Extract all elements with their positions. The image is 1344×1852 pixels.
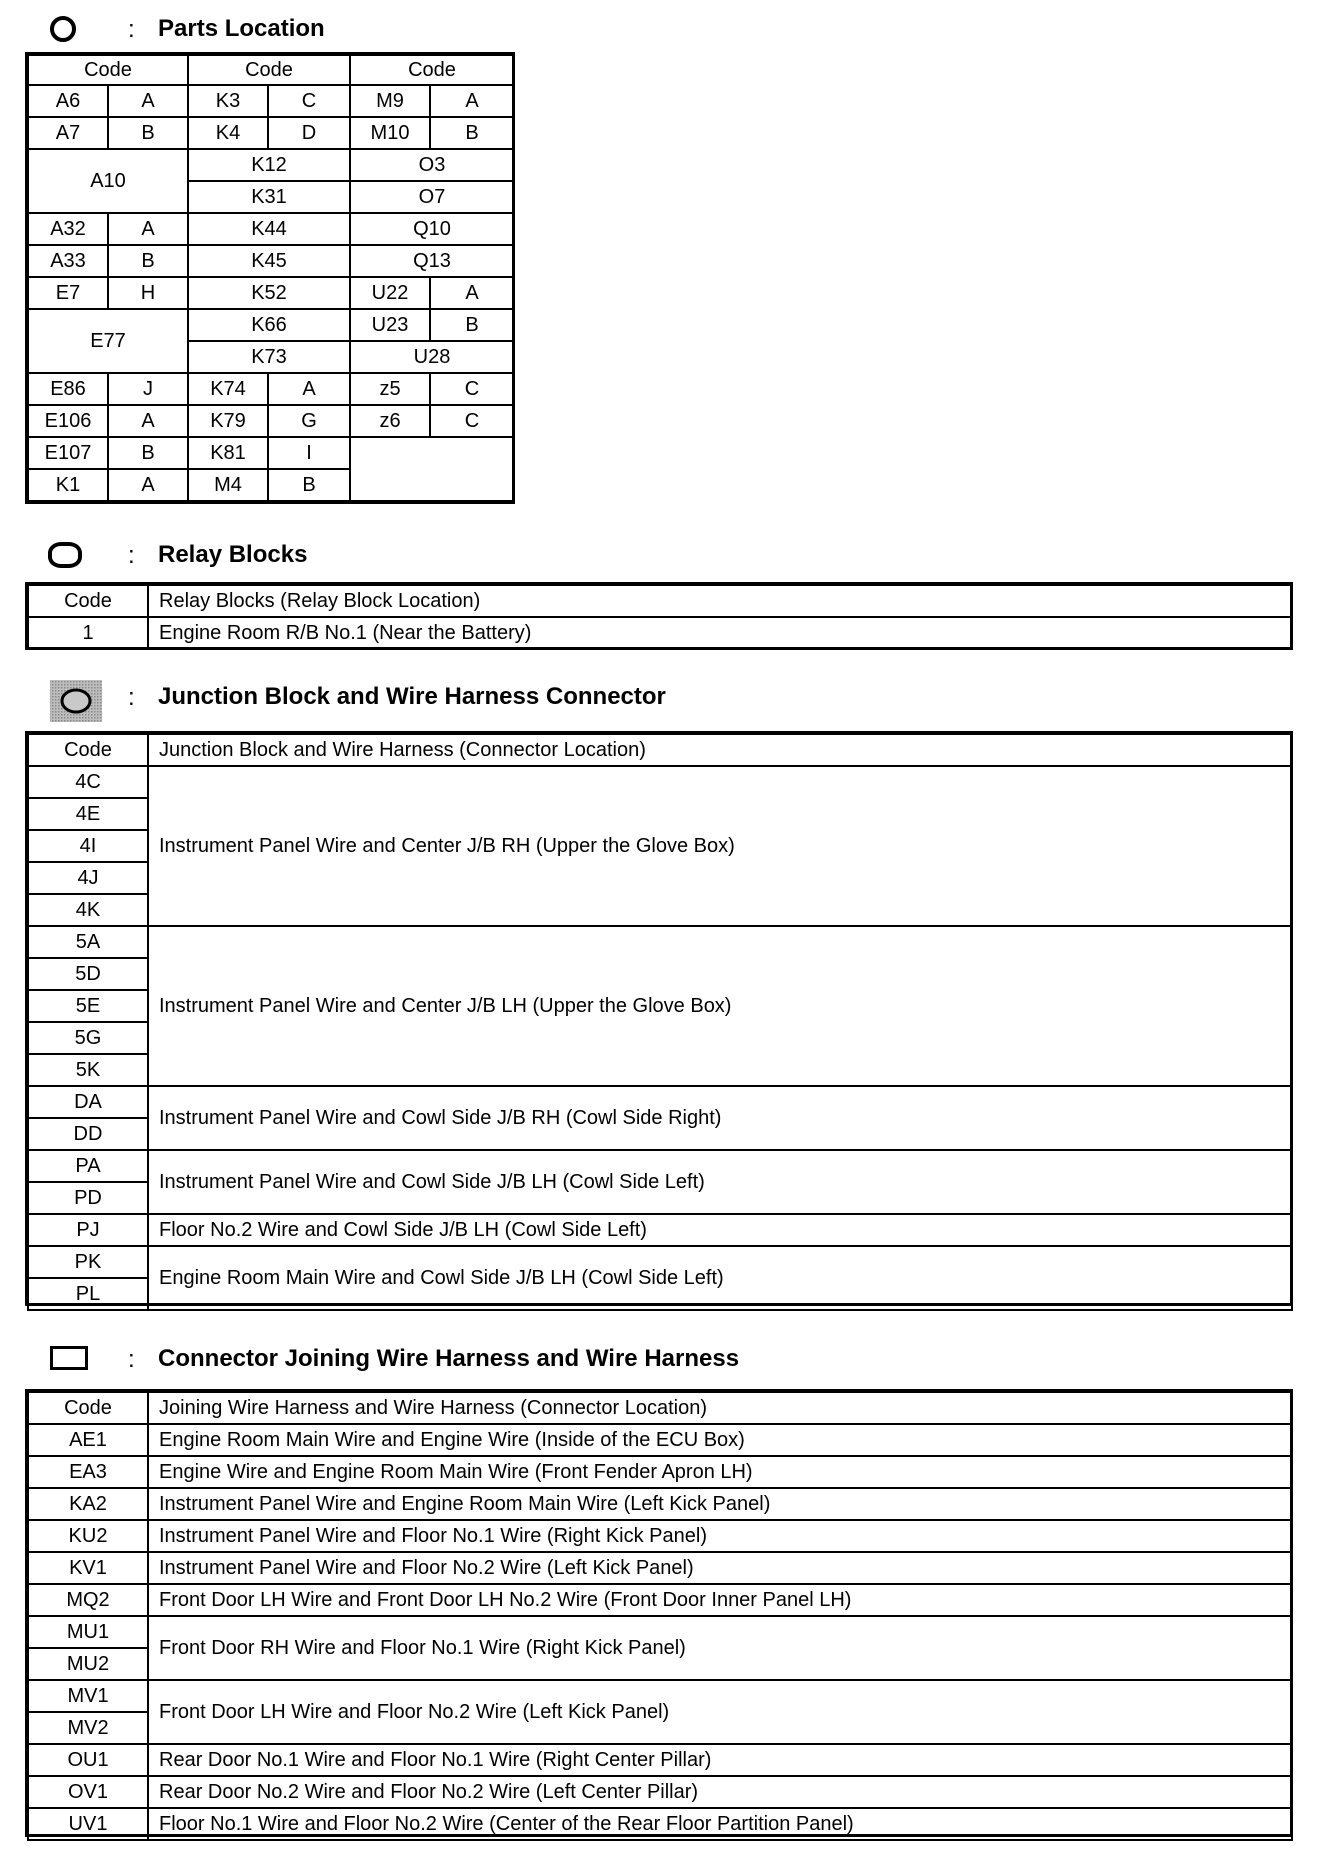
circle-icon <box>50 16 76 42</box>
code-cell: Q13 <box>350 245 514 277</box>
code-cell: OV1 <box>28 1776 148 1808</box>
section-title: Junction Block and Wire Harness Connector <box>158 683 666 710</box>
code-cell: KA2 <box>28 1488 148 1520</box>
description-cell: Instrument Panel Wire and Cowl Side J/B RH (Cowl Side Right) <box>148 1086 1292 1150</box>
colon: : <box>128 684 135 711</box>
description-cell: Instrument Panel Wire and Center J/B LH (Upper the Glove Box) <box>148 926 1292 1086</box>
description-cell: Instrument Panel Wire and Center J/B RH (Upper the Glove Box) <box>148 766 1292 926</box>
description-cell: Instrument Panel Wire and Floor No.1 Wire (Right Kick Panel) <box>148 1520 1292 1552</box>
location-cell: G <box>268 405 350 437</box>
location-cell: A <box>108 469 188 501</box>
column-header: Code <box>28 1392 148 1424</box>
code-cell: EA3 <box>28 1456 148 1488</box>
code-cell: M10 <box>350 117 430 149</box>
column-header: Code <box>188 55 350 85</box>
location-cell: A <box>108 213 188 245</box>
colon: : <box>128 542 135 569</box>
description-cell: Engine Room Main Wire and Engine Wire (Inside of the ECU Box) <box>148 1424 1292 1456</box>
code-cell: DD <box>28 1118 148 1150</box>
code-cell: E86 <box>28 373 108 405</box>
code-cell: PD <box>28 1182 148 1214</box>
location-cell: B <box>108 245 188 277</box>
location-cell: B <box>430 117 514 149</box>
code-cell: A33 <box>28 245 108 277</box>
code-cell: A7 <box>28 117 108 149</box>
code-cell: A32 <box>28 213 108 245</box>
connector-joining-table <box>27 1391 1293 1841</box>
description-cell: Front Door LH Wire and Floor No.2 Wire (Left Kick Panel) <box>148 1680 1292 1744</box>
code-cell: KV1 <box>28 1552 148 1584</box>
code-cell: 4K <box>28 894 148 926</box>
code-cell: MV2 <box>28 1712 148 1744</box>
location-cell: B <box>108 437 188 469</box>
code-cell: OU1 <box>28 1744 148 1776</box>
oval-icon <box>48 542 82 568</box>
description-cell: Rear Door No.2 Wire and Floor No.2 Wire (Left Center Pillar) <box>148 1776 1292 1808</box>
column-header: Relay Blocks (Relay Block Location) <box>148 585 1292 617</box>
location-cell: A <box>108 405 188 437</box>
code-cell: PK <box>28 1246 148 1278</box>
section-title: Parts Location <box>158 15 325 42</box>
location-cell: C <box>430 405 514 437</box>
code-cell: O3 <box>350 149 514 181</box>
code-cell: z6 <box>350 405 430 437</box>
colon: : <box>128 1346 135 1373</box>
code-cell: U28 <box>350 341 514 373</box>
description-cell: Floor No.2 Wire and Cowl Side J/B LH (Cowl Side Left) <box>148 1214 1292 1246</box>
code-cell: 5K <box>28 1054 148 1086</box>
code-cell: 5G <box>28 1022 148 1054</box>
description-cell: Instrument Panel Wire and Cowl Side J/B LH (Cowl Side Left) <box>148 1150 1292 1214</box>
code-cell: K44 <box>188 213 350 245</box>
location-cell: D <box>268 117 350 149</box>
relay-blocks-table <box>27 584 1293 650</box>
location-cell: A <box>108 85 188 117</box>
code-cell: UV1 <box>28 1808 148 1840</box>
column-header: Junction Block and Wire Harness (Connector Location) <box>148 734 1292 766</box>
section-title: Connector Joining Wire Harness and Wire Harness <box>158 1345 740 1372</box>
description-cell: Instrument Panel Wire and Engine Room Main Wire (Left Kick Panel) <box>148 1488 1292 1520</box>
code-cell: z5 <box>350 373 430 405</box>
code-cell: Q10 <box>350 213 514 245</box>
code-cell: E7 <box>28 277 108 309</box>
location-cell: B <box>108 117 188 149</box>
location-cell: C <box>430 373 514 405</box>
junction-block-table <box>27 733 1293 1311</box>
code-cell: K3 <box>188 85 268 117</box>
code-cell: MV1 <box>28 1680 148 1712</box>
column-header: Joining Wire Harness and Wire Harness (Connector Location) <box>148 1392 1292 1424</box>
code-cell: MU1 <box>28 1616 148 1648</box>
code-cell: K73 <box>188 341 350 373</box>
code-cell: K12 <box>188 149 350 181</box>
location-cell: A <box>430 277 514 309</box>
column-header: Code <box>28 734 148 766</box>
code-cell: A10 <box>28 149 188 213</box>
code-cell: 5E <box>28 990 148 1022</box>
description-cell: Engine Wire and Engine Room Main Wire (Front Fender Apron LH) <box>148 1456 1292 1488</box>
code-cell: 4J <box>28 862 148 894</box>
code-cell: 4C <box>28 766 148 798</box>
location-cell: A <box>268 373 350 405</box>
location-cell: A <box>430 85 514 117</box>
location-cell: J <box>108 373 188 405</box>
description-cell: Engine Room Main Wire and Cowl Side J/B LH (Cowl Side Left) <box>148 1246 1292 1310</box>
location-cell: H <box>108 277 188 309</box>
code-cell: PL <box>28 1278 148 1310</box>
code-cell: 4E <box>28 798 148 830</box>
description-cell: Front Door LH Wire and Front Door LH No.2 Wire (Front Door Inner Panel LH) <box>148 1584 1292 1616</box>
code-cell: PA <box>28 1150 148 1182</box>
code-cell: KU2 <box>28 1520 148 1552</box>
code-cell: E107 <box>28 437 108 469</box>
column-header: Code <box>350 55 514 85</box>
shaded-oval-icon <box>46 678 106 724</box>
code-cell: 5A <box>28 926 148 958</box>
code-cell: K31 <box>188 181 350 213</box>
code-cell: AE1 <box>28 1424 148 1456</box>
column-header: Code <box>28 55 188 85</box>
code-cell: K79 <box>188 405 268 437</box>
location-cell: C <box>268 85 350 117</box>
location-cell: B <box>430 309 514 341</box>
code-cell: PJ <box>28 1214 148 1246</box>
code-cell: DA <box>28 1086 148 1118</box>
column-header: Code <box>28 585 148 617</box>
square-icon <box>50 1346 88 1370</box>
code-cell: K74 <box>188 373 268 405</box>
description-cell: Engine Room R/B No.1 (Near the Battery) <box>148 617 1292 649</box>
code-cell: MQ2 <box>28 1584 148 1616</box>
location-cell: B <box>268 469 350 501</box>
code-cell: 4I <box>28 830 148 862</box>
description-cell: Instrument Panel Wire and Floor No.2 Wire (Left Kick Panel) <box>148 1552 1292 1584</box>
code-cell: K66 <box>188 309 350 341</box>
code-cell: M9 <box>350 85 430 117</box>
code-cell: U23 <box>350 309 430 341</box>
code-cell: K1 <box>28 469 108 501</box>
code-cell: 1 <box>28 617 148 649</box>
parts-location-table <box>27 54 515 502</box>
code-cell: MU2 <box>28 1648 148 1680</box>
section-title: Relay Blocks <box>158 541 308 568</box>
code-cell: E77 <box>28 309 188 373</box>
code-cell: O7 <box>350 181 514 213</box>
code-cell: U22 <box>350 277 430 309</box>
empty-cell <box>350 437 514 501</box>
description-cell: Floor No.1 Wire and Floor No.2 Wire (Center of the Rear Floor Partition Panel) <box>148 1808 1292 1840</box>
location-cell: I <box>268 437 350 469</box>
code-cell: K52 <box>188 277 350 309</box>
colon: : <box>128 16 135 43</box>
code-cell: E106 <box>28 405 108 437</box>
description-cell: Rear Door No.1 Wire and Floor No.1 Wire (Right Center Pillar) <box>148 1744 1292 1776</box>
code-cell: A6 <box>28 85 108 117</box>
code-cell: K81 <box>188 437 268 469</box>
code-cell: 5D <box>28 958 148 990</box>
code-cell: M4 <box>188 469 268 501</box>
code-cell: K4 <box>188 117 268 149</box>
description-cell: Front Door RH Wire and Floor No.1 Wire (Right Kick Panel) <box>148 1616 1292 1680</box>
code-cell: K45 <box>188 245 350 277</box>
